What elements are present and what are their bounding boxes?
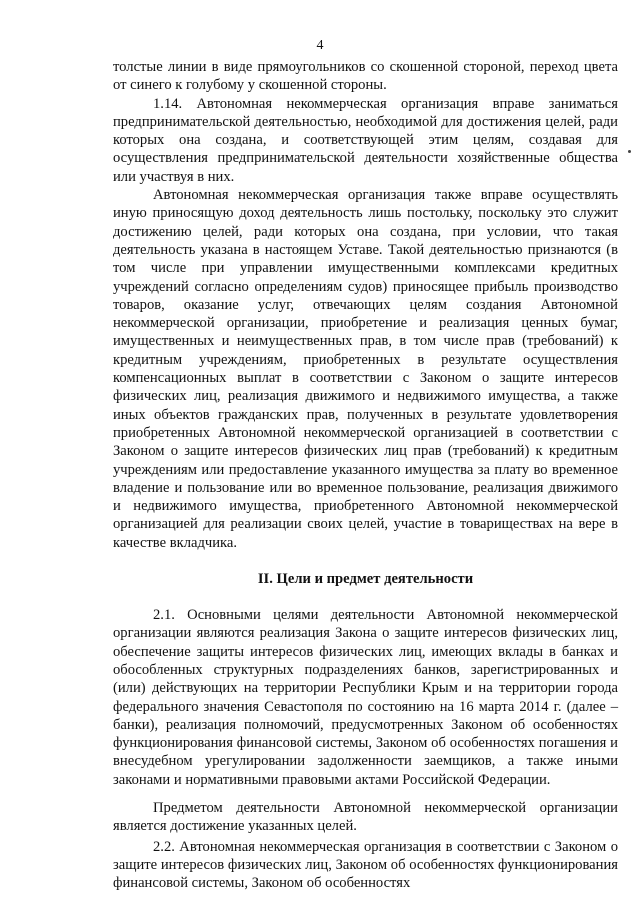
paragraph-2-1: 2.1. Основными целями деятельности Автономной некоммерческой организации являются реализация Закона о защите интересов физических лиц, обеспечение защиты интересов физических лиц, имеющих вклады в банках и обособленных структурных подразделениях банков, зарегистрированных и (или) действующих на территории Республики Крым и на территории города федерального значения Севастополя по состоянию на 16 марта 2014 г. (далее – банки), реализация полномочий, предусмотренных Законом об особенностях функционирования финансовой системы, Законом об особенностях погашения и внесудебном урегулировании задолженности заемщиков, а также иными законами и нормативными правовыми актами Российской Федерации. [113,607,618,788]
page-number: 4 [316,38,324,53]
scan-mark [628,150,631,153]
paragraph-other-income-activity: Автономная некоммерческая организация также вправе осуществлять иную приносящую доход деятельность лишь постольку, поскольку это служит достижению целей, ради которых она создана, при условии, что такая деятельность указана в настоящем Уставе. Такой деятельностью признаются (в том числе при управлении имущественными комплексами кредитных учреждений согласно определениям судов) приносящее прибыль производство товаров, оказание услуг, отвечающих целям создания Автономной некоммерческой организации, приобретение и реализация ценных бумаг, имущественных и неимущественных прав, в том числе прав (требований) к кредитным учреждениям, приобретенных в результате осуществления компенсационных выплат в соответствии с Законом о защите интересов физических лиц, реализация движимого и недвижимого имущества, а также иных объектов гражданских прав, полученных в результате удовлетворения приобретенных Автономной некоммерческой организацией в соответствии с Законом о защите интересов физических лиц прав (требований) к кредитным учреждениям или предоставление указанного имущества за плату во временное владение и пользование или во временное пользование, реализация движимого и недвижимого имущества, приобретенного Автономной некоммерческой организацией для реализации своих целей, участие в товариществах на вере в качестве вкладчика. [113,187,618,551]
paragraph-2-2: 2.2. Автономная некоммерческая организация в соответствии с Законом о защите интересов физических лиц, Законом об особенностях функционирования финансовой системы, Законом об особенностях [113,838,618,892]
paragraph-continuation: толстые линии в виде прямоугольников со скошенной стороной, переход цвета от синего к голубому у скошенной стороны. [113,59,618,94]
document-body [113,58,618,892]
paragraph-subject-of-activity: Предметом деятельности Автономной некоммерческой организации является достижение указанных целей. [113,799,618,835]
section-heading-goals: II. Цели и предмет деятельности [257,571,474,588]
paragraph-1-14: 1.14. Автономная некоммерческая организация вправе заниматься предпринимательской деятельностью, необходимой для достижения целей, ради которых она создана, и соответствующей этим целям, создавая для осуществления предпринимательской деятельности хозяйственные общества или участвуя в них. [113,95,618,185]
